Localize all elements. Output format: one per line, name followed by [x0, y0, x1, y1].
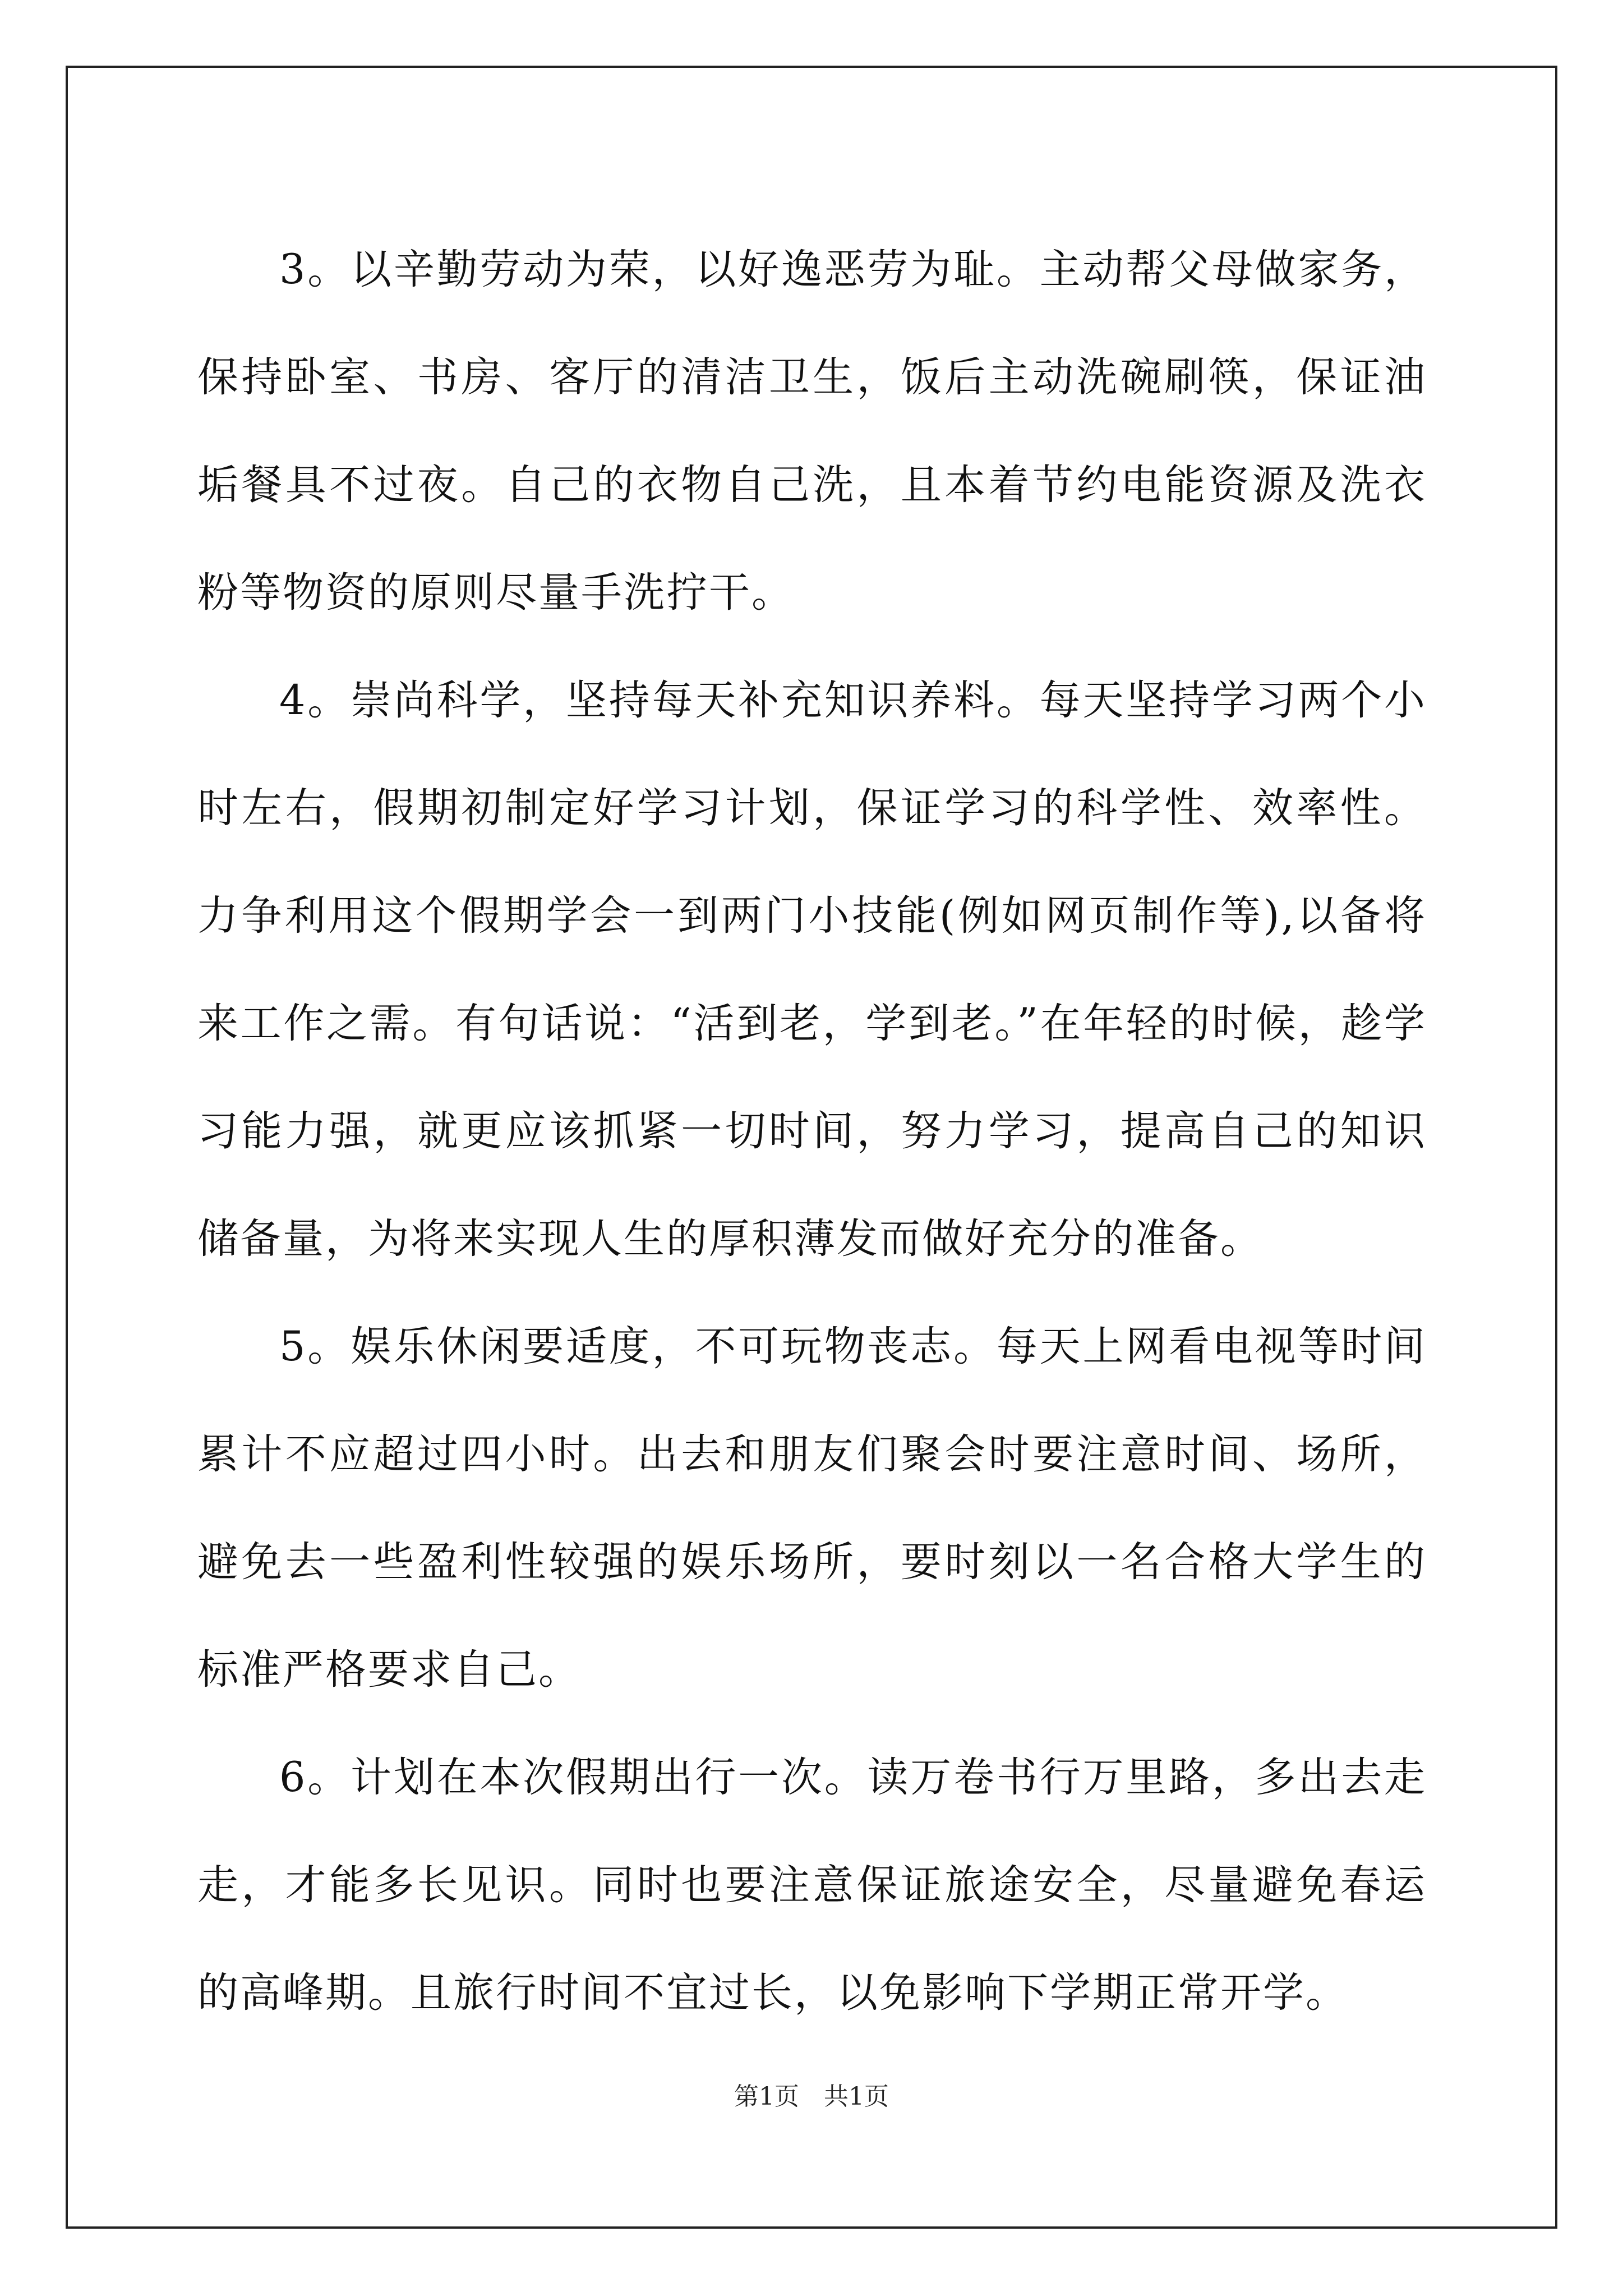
document-body [197, 216, 1427, 2047]
paragraph-item-4: 4。崇尚科学，坚持每天补充知识养料。每天坚持学习两个小时左右，假期初制定好学习计划，保证学习的科学性、效率性。力争利用这个假期学会一到两门小技能(例如网页制作等),以备将来工作之需。有句话说：“活到老，学到老。”在年轻的时候，趁学习能力强，就更应该抓紧一切时间，努力学习，提高自己的知识储备量，为将来实现人生的厚积薄发而做好充分的准备。 [197, 677, 1427, 1263]
page-number-footer: 第1页 共1页 [734, 2082, 889, 2111]
paragraph-item-6: 6。计划在本次假期出行一次。读万卷书行万里路，多出去走走，才能多长见识。同时也要注意保证旅途安全，尽量避免春运的高峰期。且旅行时间不宜过长，以免影响下学期正常开学。 [197, 1754, 1427, 2017]
paragraph-item-5: 5。娱乐休闲要适度，不可玩物丧志。每天上网看电视等时间累计不应超过四小时。出去和朋友们聚会时要注意时间、场所，避免去一些盈利性较强的娱乐场所，要时刻以一名合格大学生的标准严格要求自己。 [197, 1323, 1427, 1694]
paragraph-item-3: 3。以辛勤劳动为荣，以好逸恶劳为耻。主动帮父母做家务，保持卧室、书房、客厅的清洁卫生，饭后主动洗碗刷筷，保证油垢餐具不过夜。自己的衣物自己洗，且本着节约电能资源及洗衣粉等物资的原则尽量手洗拧干。 [197, 246, 1427, 616]
